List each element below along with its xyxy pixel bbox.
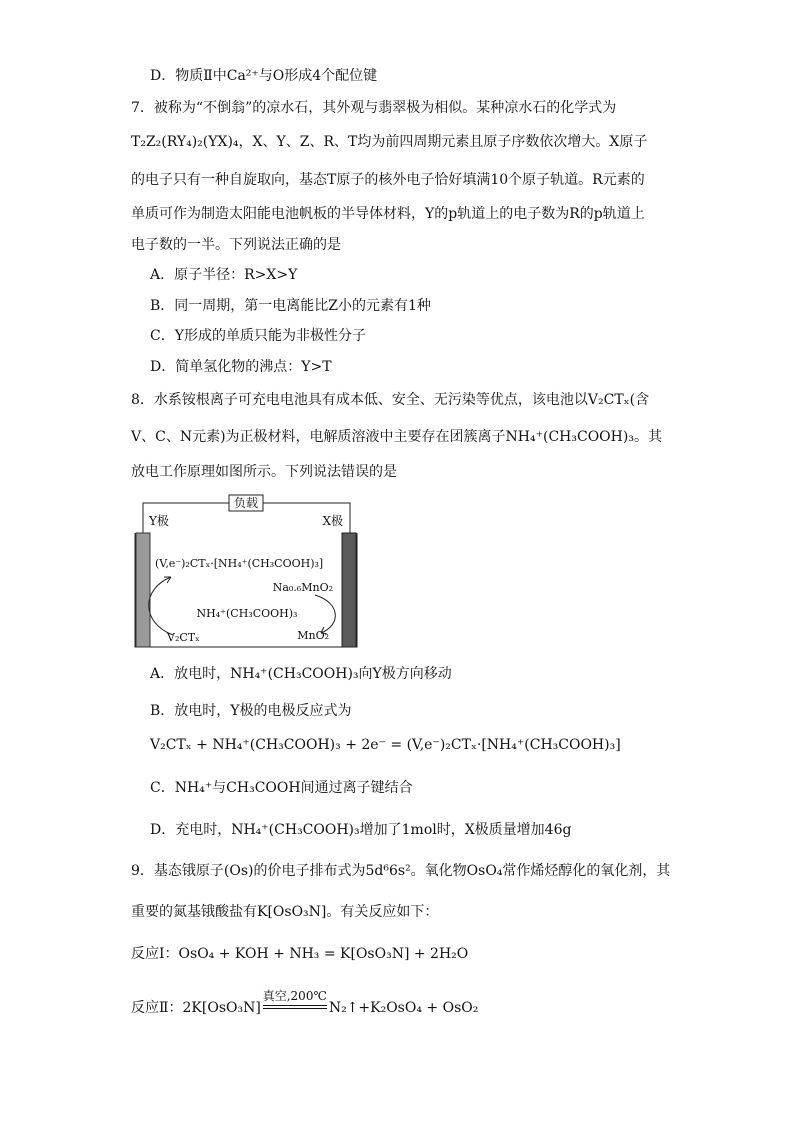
q8-stem-line-1: 8．水系铵根离子可充电电池具有成本低、安全、无污染等优点，该电池以V₂CTₓ(含 [131,392,650,408]
cluster-ion-label: NH₄⁺(CH₃COOH)₃ [196,607,298,620]
x-electrode [342,533,356,647]
reaction-2-condition: 真空,200℃ [262,989,327,1003]
q7-formula: T₂Z₂(RY₄)₂(YX)₄ [131,134,239,150]
q8-option-a: A．放电时，NH₄⁺(CH₃COOH)₃向Y极方向移动 [150,666,452,682]
q7-stem-line-2 [131,132,647,152]
q8-option-b: B．放电时，Y极的电极反应式为 [150,703,352,719]
q7-stem-line-1: 7．被称为“不倒翁”的凉水石，其外观与翡翠极为相似。某种凉水石的化学式为 [131,100,617,116]
q8-option-b-equation: V₂CTₓ + NH₄⁺(CH₃COOH)₃ + 2e⁻ = (V,e⁻)₂CTₓ·[NH₄⁺(CH₃COOH)₃] [150,737,621,753]
reaction-2-rhs: N₂↑+K₂OsO₄ + OsO₂ [328,1000,479,1016]
q7-option-b: B．同一周期，第一电离能比Z小的元素有1种 [150,298,431,314]
v2ctx-label: V₂CTₓ [167,631,200,644]
load-label: 负载 [233,496,259,510]
q9-stem-line-1: 9．基态锇原子(Os)的价电子排布式为5d⁶6s²。氧化物OsO₄常作烯烃醇化的氧化剂，其 [131,863,671,879]
q8-option-d: D．充电时，NH₄⁺(CH₃COOH)₃增加了1mol时，X极质量增加46g [150,822,572,838]
q7-stem-line-3: 的电子只有一种自旋取向，基态T原子的核外电子恰好填满10个原子轨道。R元素的 [131,172,645,188]
q9-stem-line-2: 重要的氮基锇酸盐有K[OsO₃N]。有关反应如下： [131,904,439,920]
reaction-1-equation: OsO₄ + KOH + NH₃ = K[OsO₃N] + 2H₂O [178,946,469,962]
reaction-1-label: 反应Ⅰ： [131,946,179,962]
q7-stem-line-2-text: ，X、Y、Z、R、T均为前四周期元素且原子序数依次增大。X原子 [238,134,648,150]
reaction-2-condition-arrow [261,989,329,1018]
reaction-2-label: 反应Ⅱ： [131,1000,183,1016]
q9-reaction-2 [131,989,479,1018]
q7-option-a: A．原子半径：R>X>Y [150,267,298,283]
y-electrode [136,533,150,647]
q8-stem-line-3: 放电工作原理如图所示。下列说法错误的是 [131,464,397,480]
reaction-2-lhs: 2K[OsO₃N] [182,1000,261,1016]
battery-diagram [133,493,359,651]
q7-option-d: D．简单氢化物的沸点：Y>T [150,359,332,375]
na-mno2-label: Na₀.₆MnO₂ [272,581,333,594]
q8-option-c: C．NH₄⁺与CH₃COOH间通过离子键结合 [150,780,413,796]
q7-option-c: C．Y形成的单质只能为非极性分子 [150,328,366,344]
x-electrode-label: X极 [322,514,343,528]
y-electrode-label: Y极 [149,514,169,528]
mno2-label: MnO₂ [297,629,329,642]
q8-stem-line-2: V、C、N元素)为正极材料，电解质溶液中主要存在团簇离子NH₄⁺(CH₃COOH)₃。其 [131,429,662,445]
q7-stem-line-5: 电子数的一半。下列说法正确的是 [131,237,341,253]
q7-stem-line-4: 单质可作为制造太阳能电池帆板的半导体材料，Y的p轨道上的电子数为R的p轨道上 [131,206,645,222]
previous-option-d: D．物质Ⅱ中Ca²⁺与O形成4个配位键 [150,68,378,84]
q9-reaction-1 [131,944,468,964]
left-curved-arrow [149,577,173,635]
complex-species-label: (V,e⁻)₂CTₓ·[NH₄⁺(CH₃COOH)₃] [155,557,324,570]
right-curved-arrow [315,595,335,633]
